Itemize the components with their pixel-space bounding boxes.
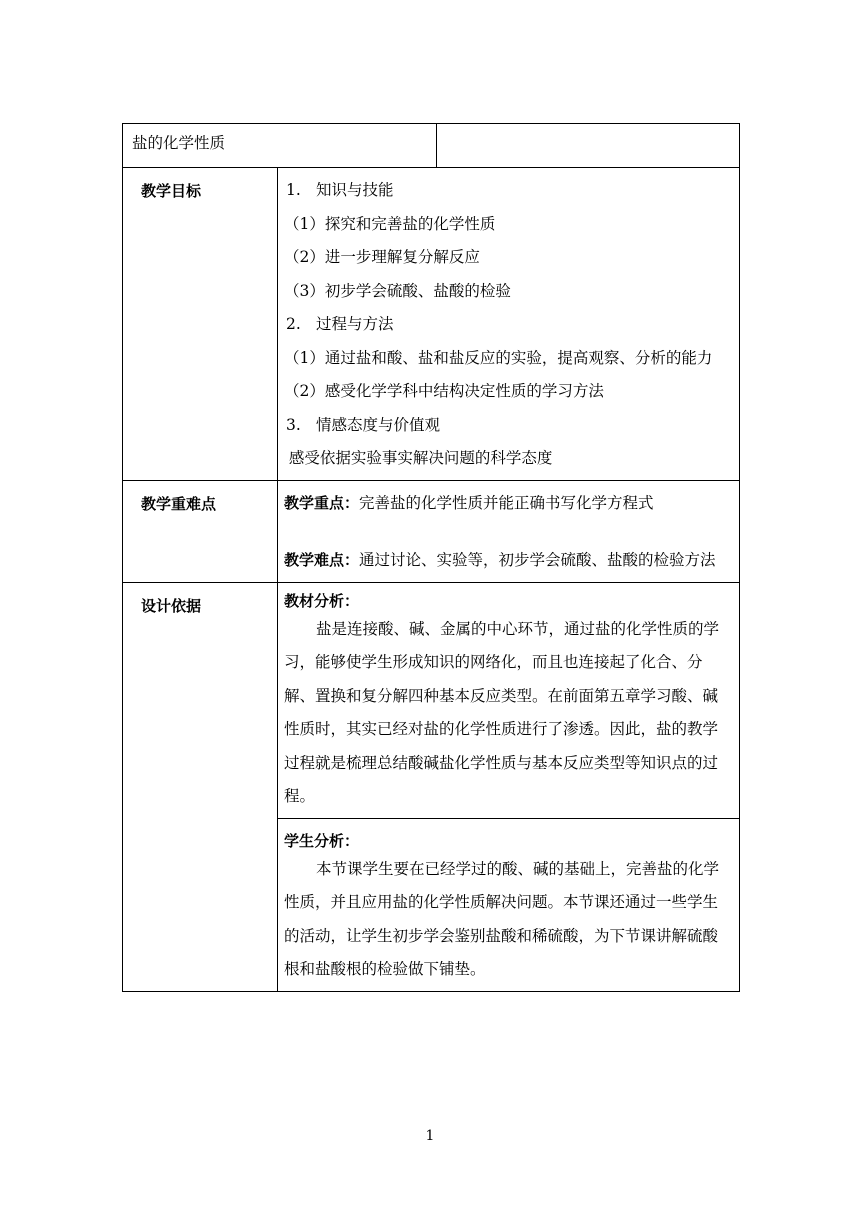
key-points-label: 教学重难点 [123, 480, 278, 582]
student-analysis [278, 818, 740, 991]
objective-heading: 1. 知识与技能 [286, 181, 394, 199]
objective-item: （1）探究和完善盐的化学性质 [284, 214, 496, 233]
objective-item: （3）初步学会硫酸、盐酸的检验 [284, 281, 511, 300]
objective-item: （2）感受化学学科中结构决定性质的学习方法 [284, 382, 604, 400]
page-number: 1 [425, 1128, 435, 1144]
objectives-label: 教学目标 [123, 168, 278, 481]
lesson-plan-table [122, 123, 740, 992]
objective-item: 感受依据实验事实解决问题的科学态度 [284, 449, 553, 467]
focus-point: 教学重点：完善盐的化学性质并能正确书写化学方程式 [284, 493, 654, 512]
objectives-content [278, 168, 740, 481]
textbook-analysis-text: 盐是连接酸、碱、金属的中心环节，通过盐的化学性质的学习，能够使学生形成知识的网络化，而且也连接起了化合、分解、置换和复分解四种基本反应类型。在前面第五章学习酸、碱性质时，其实已经对盐的化学性质进行了渗透。因此，盐的教学过程就是梳理总结酸碱盐化学性质与基本反应类型等知识点的过程。 [284, 619, 720, 805]
textbook-analysis-heading: 教材分析： [284, 591, 360, 610]
objective-heading: 2. 过程与方法 [286, 315, 394, 333]
key-points-row [123, 480, 740, 582]
objective-item: （1）通过盐和酸、盐和盐反应的实验，提高观察、分析的能力 [284, 348, 713, 367]
textbook-analysis [278, 582, 740, 818]
objective-item: （2）进一步理解复分解反应 [284, 248, 480, 266]
difficulty-point: 教学难点：通过讨论、实验等，初步学会硫酸、盐酸的检验方法 [284, 551, 716, 569]
objectives-row [123, 168, 740, 481]
design-label: 设计依据 [123, 582, 278, 991]
title-right-cell [437, 124, 740, 168]
lesson-title: 盐的化学性质 [123, 124, 437, 168]
title-row [123, 124, 740, 168]
objective-heading: 3. 情感态度与价值观 [286, 415, 441, 434]
student-analysis-text: 本节课学生要在已经学过的酸、碱的基础上，完善盐的化学性质，并且应用盐的化学性质解决问题。本节课还通过一些学生的活动，让学生初步学会鉴别盐酸和稀硫酸，为下节课讲解硫酸根和盐酸根的检验做下铺垫。 [284, 859, 720, 978]
design-row-textbook [123, 582, 740, 818]
student-analysis-heading: 学生分析： [284, 831, 360, 850]
key-points-content [278, 480, 740, 582]
